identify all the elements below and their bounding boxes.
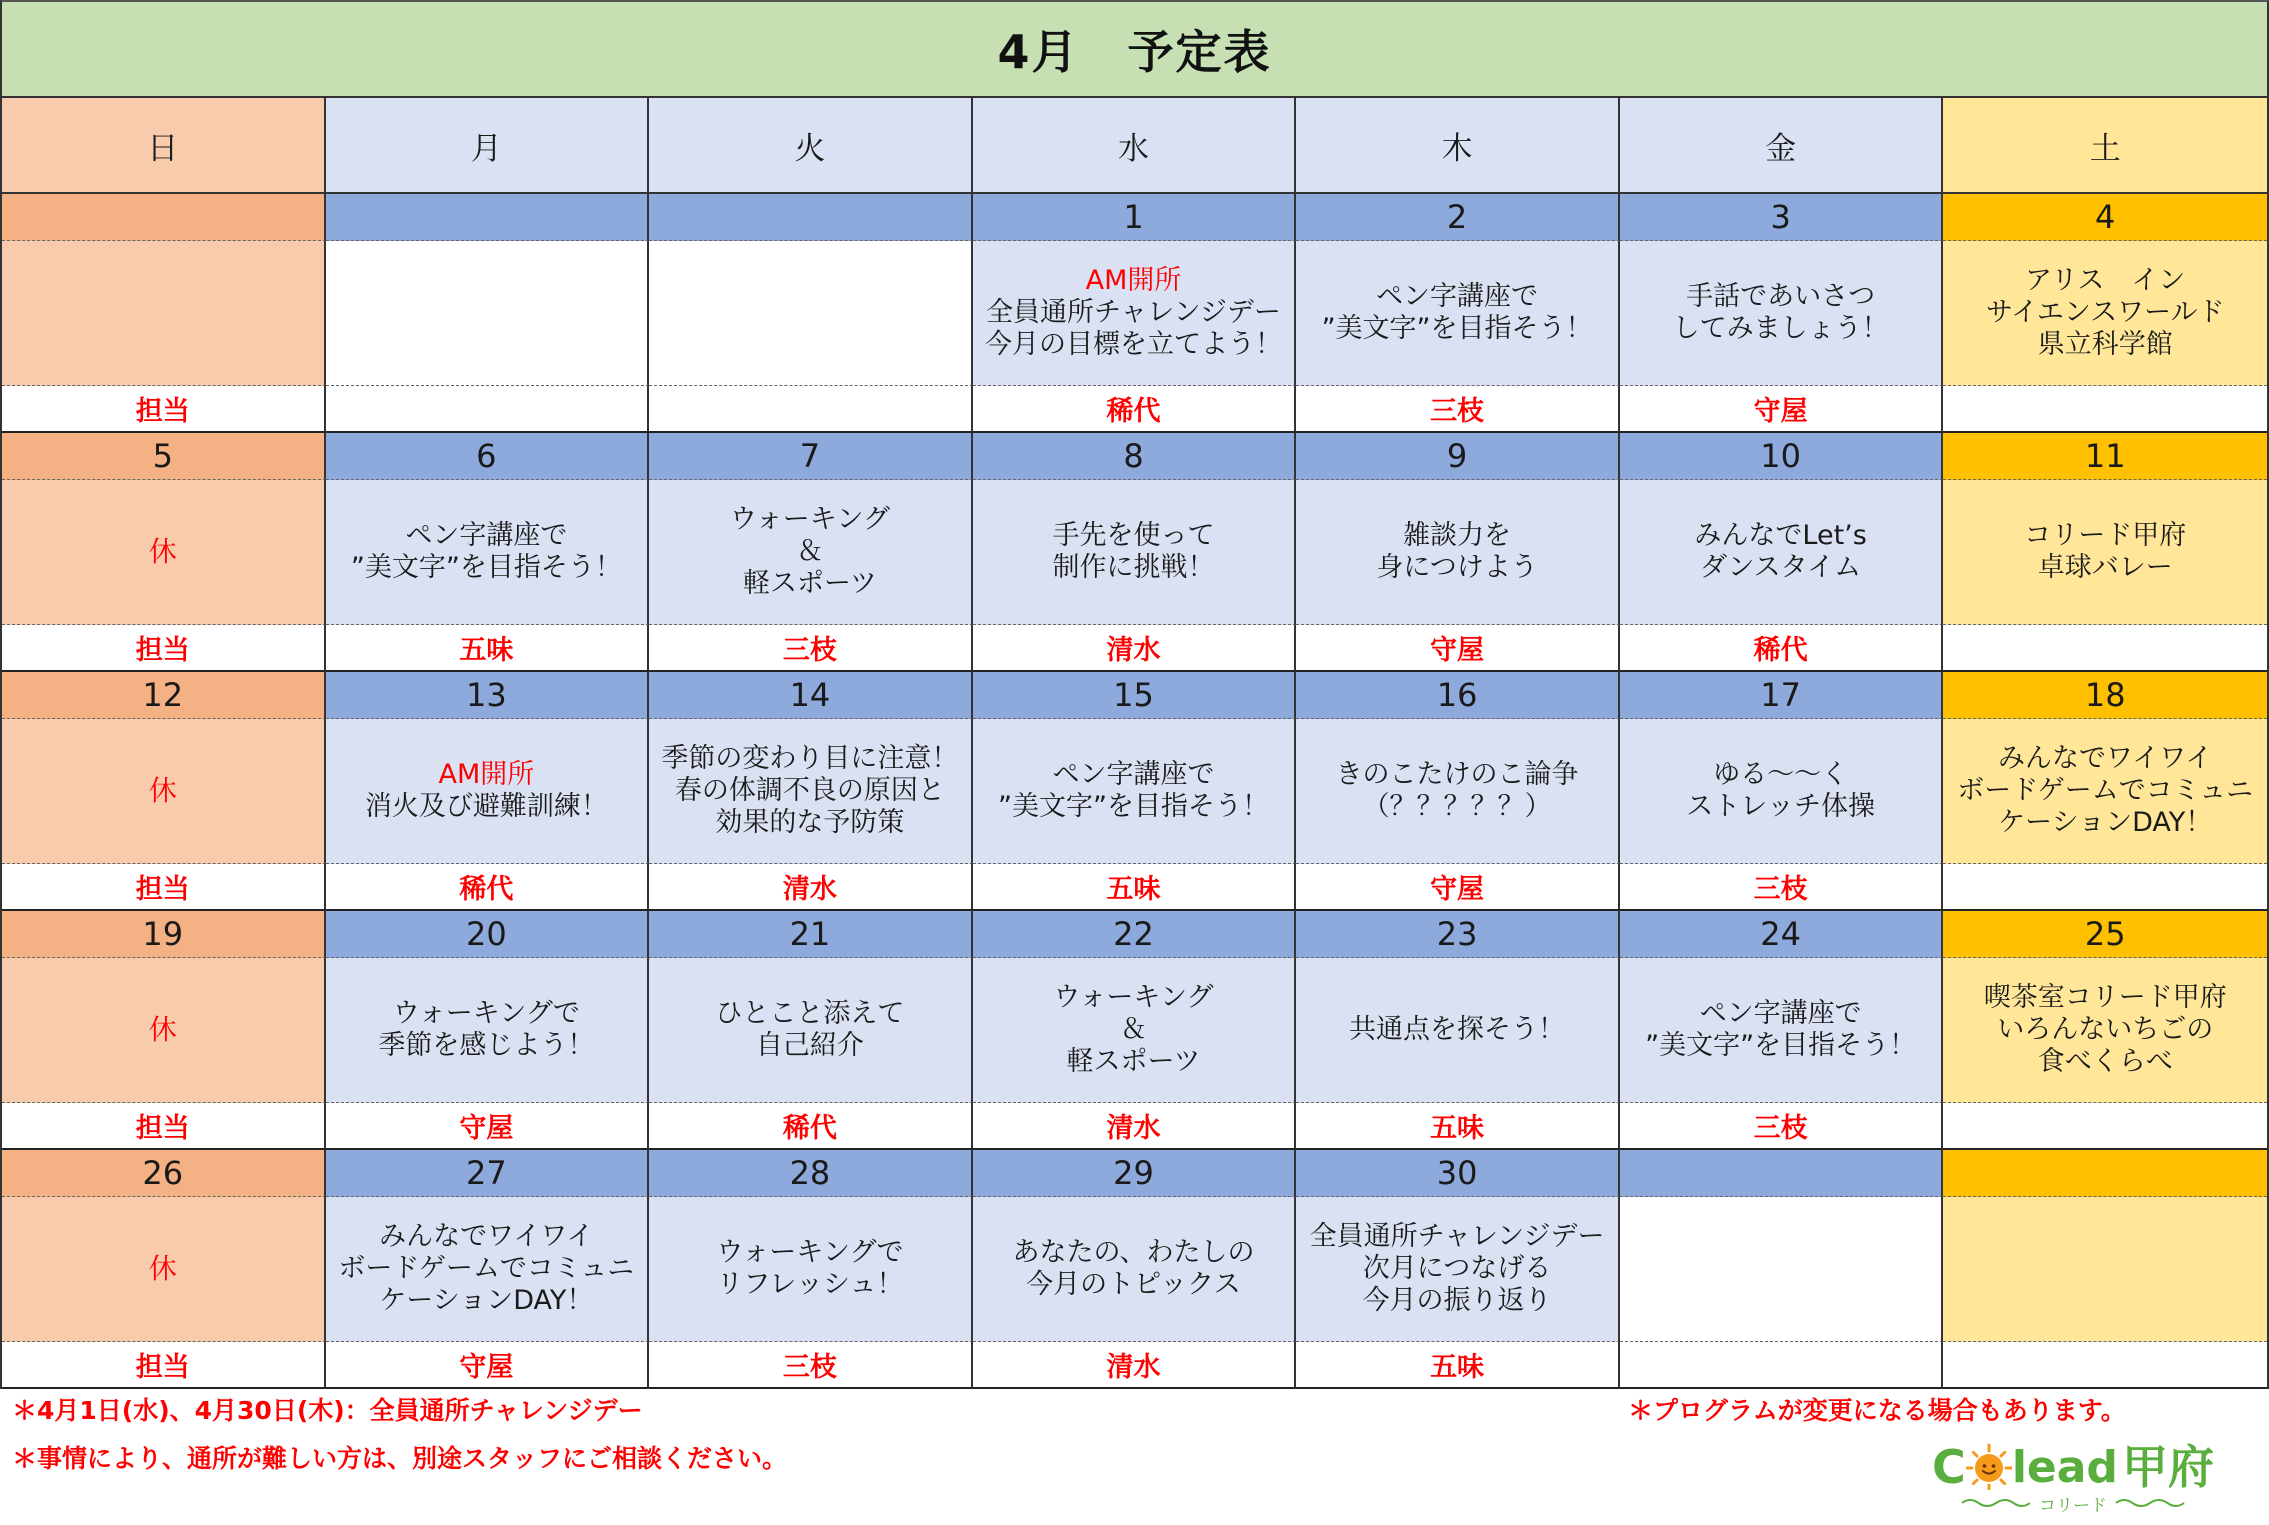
date-cell — [1296, 1150, 1620, 1197]
date-cell — [973, 194, 1297, 241]
event-text-line: （？？？？？） — [1362, 791, 1552, 822]
staff-name: 清水 — [1106, 1352, 1161, 1383]
event-text-line: 春の体調不良の原因と — [674, 775, 945, 806]
event-cell — [326, 241, 650, 386]
closed-label: 休 — [148, 535, 177, 568]
event-text-line: ウォーキング — [1053, 982, 1214, 1013]
event-text-line: ペン字講座で — [405, 520, 568, 551]
date-number: 6 — [476, 437, 497, 475]
event-text-line: ウォーキングで — [716, 1237, 904, 1268]
date-number: 17 — [1760, 676, 1801, 714]
date-row — [2, 911, 2267, 958]
week-5 — [2, 1150, 2267, 1389]
staff-cell — [1620, 1103, 1944, 1150]
event-text-line: 今月の振り返り — [1362, 1285, 1552, 1316]
event-cell — [326, 480, 650, 625]
staff-cell — [1620, 386, 1944, 433]
date-number: 14 — [789, 676, 831, 714]
staff-cell — [649, 386, 973, 433]
event-text-line: ストレッチ体操 — [1686, 791, 1875, 822]
staff-name: 清水 — [782, 874, 837, 905]
staff-cell — [1943, 864, 2267, 911]
event-text-line: 卓球バレー — [2037, 552, 2173, 583]
event-cell — [2, 958, 326, 1103]
staff-name: 守屋 — [1430, 635, 1485, 666]
date-cell — [1943, 1150, 2267, 1197]
staff-cell — [1620, 864, 1944, 911]
date-cell — [973, 1150, 1297, 1197]
staff-name: 稀代 — [459, 874, 514, 905]
staff-cell — [326, 1103, 650, 1150]
weekday-header-row — [2, 98, 2267, 194]
staff-row — [2, 1342, 2267, 1389]
note-program-change: ＊プログラムが変更になる場合もあります。 — [1628, 1396, 2126, 1425]
staff-name: 三枝 — [782, 635, 837, 666]
staff-cell — [326, 625, 650, 672]
event-cell — [973, 719, 1297, 864]
event-text-line: コリード甲府 — [2024, 520, 2187, 551]
logo-kanji: 甲府 — [2121, 1440, 2214, 1494]
event-cell — [1620, 719, 1944, 864]
staff-name: 五味 — [459, 635, 514, 666]
staff-name: 三枝 — [782, 1352, 837, 1383]
event-text-line: リフレッシュ！ — [716, 1269, 904, 1300]
staff-cell — [1296, 386, 1620, 433]
staff-cell — [649, 625, 973, 672]
date-number: 1 — [1123, 198, 1144, 236]
date-cell — [649, 1150, 973, 1197]
event-cell — [973, 958, 1297, 1103]
event-cell — [649, 480, 973, 625]
staff-name: 稀代 — [1753, 635, 1808, 666]
date-cell — [649, 911, 973, 958]
event-text-line: ”美文字”を目指そう！ — [350, 552, 622, 583]
date-number: 12 — [142, 676, 184, 714]
date-cell — [2, 194, 326, 241]
staff-name: 守屋 — [459, 1352, 514, 1383]
event-cell — [649, 1197, 973, 1342]
staff-cell — [1943, 1103, 2267, 1150]
event-text-line: ケーションDAY！ — [1998, 807, 2213, 838]
closed-label: 休 — [148, 1013, 177, 1046]
event-cell — [326, 1197, 650, 1342]
event-text-line: 全員通所チャレンジデー — [1309, 1221, 1605, 1252]
closed-label: 休 — [148, 1252, 177, 1285]
staff-cell — [1296, 625, 1620, 672]
event-row — [2, 480, 2267, 625]
date-cell — [1296, 194, 1620, 241]
event-text-line: あなたの、わたしの — [1012, 1237, 1255, 1268]
event-text-line: 手先を使って — [1052, 520, 1215, 551]
date-cell — [326, 911, 650, 958]
staff-cell — [1296, 1103, 1620, 1150]
staff-row — [2, 625, 2267, 672]
date-number: 10 — [1760, 437, 1801, 475]
date-cell — [649, 194, 973, 241]
weekday-header-thursday: 木 — [1296, 98, 1620, 194]
event-cell — [2, 1197, 326, 1342]
staff-name: 守屋 — [1430, 874, 1485, 905]
staff-cell — [1620, 1342, 1944, 1389]
date-number: 30 — [1436, 1154, 1478, 1192]
event-text-line: きのこたけのこ論争 — [1335, 759, 1579, 790]
staff-cell — [1943, 386, 2267, 433]
wave-ornament-left — [1961, 1497, 2031, 1509]
date-cell — [1943, 911, 2267, 958]
staff-name: 三枝 — [1430, 396, 1485, 427]
date-row — [2, 433, 2267, 480]
date-number: 26 — [142, 1154, 184, 1192]
staff-name: 稀代 — [782, 1113, 837, 1144]
event-cell — [973, 1197, 1297, 1342]
event-cell — [649, 719, 973, 864]
event-cell — [1296, 1197, 1620, 1342]
date-number: 24 — [1760, 915, 1801, 953]
event-text-line: 手話であいさつ — [1686, 281, 1876, 312]
date-number: 19 — [142, 915, 184, 953]
event-text-line: 食べくらべ — [2037, 1046, 2173, 1077]
staff-cell — [973, 1342, 1297, 1389]
logo-letter-c: C — [1932, 1440, 1966, 1494]
event-text-line: ”美文字”を目指そう！ — [998, 791, 1269, 822]
event-text-line: 喫茶室コリード甲府 — [1983, 982, 2227, 1013]
staff-cell — [2, 1342, 326, 1389]
event-cell — [973, 241, 1297, 386]
event-text-line: サイエンスワールド — [1985, 297, 2225, 328]
logo-letters-lead: lead — [2011, 1442, 2118, 1493]
weekday-header-monday: 月 — [326, 98, 650, 194]
event-cell — [2, 241, 326, 386]
closed-label: 休 — [148, 774, 177, 807]
date-cell — [973, 672, 1297, 719]
event-text-line: 次月につなげる — [1362, 1253, 1552, 1284]
weekday-header-saturday: 土 — [1943, 98, 2267, 194]
event-text-line: 今月の目標を立てよう！ — [984, 329, 1282, 360]
event-cell — [649, 241, 973, 386]
event-text-line: 県立科学館 — [2037, 329, 2173, 360]
staff-cell — [649, 864, 973, 911]
wave-ornament-right — [2115, 1497, 2185, 1509]
date-cell — [649, 433, 973, 480]
week-1 — [2, 194, 2267, 433]
event-cell — [973, 480, 1297, 625]
staff-header-label: 担当 — [135, 1352, 190, 1383]
weekday-header-sunday: 日 — [2, 98, 326, 194]
event-cell — [1620, 480, 1944, 625]
date-number: 3 — [1770, 198, 1791, 236]
event-text-line: みんなでLet’s — [1694, 520, 1867, 551]
staff-cell — [649, 1342, 973, 1389]
date-number: 25 — [2084, 915, 2126, 953]
date-cell — [973, 433, 1297, 480]
date-cell — [1620, 194, 1944, 241]
staff-row — [2, 1103, 2267, 1150]
event-text-line: みんなでワイワイ — [1998, 743, 2213, 774]
date-cell — [1296, 672, 1620, 719]
event-cell — [2, 719, 326, 864]
week-4 — [2, 911, 2267, 1150]
date-cell — [326, 672, 650, 719]
staff-header-label: 担当 — [135, 1113, 190, 1144]
event-text-line: 消火及び避難訓練！ — [364, 791, 608, 822]
date-cell — [326, 194, 650, 241]
note-consult-staff: ＊事情により、通所が難しい方は、別途スタッフにご相談ください。 — [12, 1444, 788, 1473]
staff-cell — [973, 864, 1297, 911]
event-cell — [1620, 1197, 1944, 1342]
event-text-line: ペン字講座で — [1376, 281, 1539, 312]
date-number: 20 — [465, 915, 507, 953]
week-2 — [2, 433, 2267, 672]
staff-name: 五味 — [1106, 874, 1161, 905]
date-cell — [326, 1150, 650, 1197]
staff-name: 守屋 — [459, 1113, 514, 1144]
staff-cell — [1943, 1342, 2267, 1389]
staff-name: 清水 — [1106, 1113, 1161, 1144]
staff-cell — [2, 386, 326, 433]
date-cell — [1296, 433, 1620, 480]
event-text-line: 軽スポーツ — [1066, 1046, 1201, 1077]
date-cell — [2, 911, 326, 958]
date-number: 18 — [2084, 676, 2126, 714]
page-title: 4月 予定表 — [2, 2, 2267, 98]
event-text-line: 季節を感じよう！ — [378, 1030, 595, 1061]
date-number: 22 — [1113, 915, 1154, 953]
date-cell — [1620, 433, 1944, 480]
event-text-line: ペン字講座で — [1699, 998, 1862, 1029]
event-text-line: 全員通所チャレンジデー — [986, 297, 1281, 328]
staff-cell — [326, 864, 650, 911]
event-text-line: 自己紹介 — [755, 1030, 864, 1061]
event-text-line: ケーションDAY！ — [379, 1285, 594, 1316]
event-cell — [1943, 958, 2267, 1103]
date-cell — [2, 433, 326, 480]
date-cell — [1943, 194, 2267, 241]
staff-cell — [1296, 864, 1620, 911]
event-text-line: アリス イン — [2025, 265, 2186, 296]
event-row — [2, 958, 2267, 1103]
staff-header-label: 担当 — [135, 635, 190, 666]
sun-icon — [1966, 1440, 2012, 1490]
event-text-line: 共通点を探そう！ — [1349, 1014, 1566, 1045]
event-text-line: 制作に挑戦！ — [1052, 552, 1215, 583]
staff-name: 五味 — [1430, 1113, 1485, 1144]
date-number: 2 — [1446, 198, 1468, 236]
event-text-line: みんなでワイワイ — [379, 1221, 594, 1252]
staff-cell — [1296, 1342, 1620, 1389]
staff-cell — [1620, 625, 1944, 672]
logo-wordmark — [1928, 1434, 2218, 1494]
event-text-line: ボードゲームでコミュニ — [338, 1253, 635, 1284]
date-cell — [2, 672, 326, 719]
event-cell — [326, 719, 650, 864]
staff-cell — [649, 1103, 973, 1150]
date-cell — [1620, 911, 1944, 958]
event-cell — [1296, 241, 1620, 386]
staff-name: 三枝 — [1753, 874, 1808, 905]
date-number: 11 — [2084, 437, 2126, 475]
date-number: 15 — [1113, 676, 1154, 714]
staff-name: 稀代 — [1106, 396, 1161, 427]
event-alert-label: AM開所 — [438, 759, 535, 790]
staff-cell — [973, 1103, 1297, 1150]
event-row — [2, 1197, 2267, 1342]
date-number: 5 — [152, 437, 173, 475]
date-number: 8 — [1123, 437, 1144, 475]
event-cell — [1620, 958, 1944, 1103]
event-text-line: ＆ — [1119, 1014, 1147, 1045]
staff-name: 守屋 — [1753, 396, 1808, 427]
note-challenge-days: ＊4月1日(水)、4月30日(木)：全員通所チャレンジデー — [12, 1396, 643, 1425]
event-row — [2, 719, 2267, 864]
date-number: 13 — [465, 676, 507, 714]
weekday-header-wednesday: 水 — [973, 98, 1297, 194]
event-text-line: ダンスタイム — [1700, 552, 1862, 583]
calendar-weeks — [2, 194, 2267, 1389]
staff-cell — [973, 625, 1297, 672]
event-cell — [649, 958, 973, 1103]
event-cell — [1943, 1197, 2267, 1342]
date-number: 28 — [789, 1154, 831, 1192]
staff-header-label: 担当 — [135, 396, 190, 427]
date-row — [2, 194, 2267, 241]
date-number: 16 — [1436, 676, 1478, 714]
event-cell — [1296, 958, 1620, 1103]
event-text-line: 軽スポーツ — [742, 568, 877, 599]
date-cell — [1296, 911, 1620, 958]
date-number: 23 — [1436, 915, 1478, 953]
staff-cell — [2, 864, 326, 911]
event-text-line: ボードゲームでコミュニ — [1957, 775, 2254, 806]
date-number: 9 — [1446, 437, 1468, 475]
staff-cell — [326, 386, 650, 433]
staff-header-label: 担当 — [135, 874, 190, 905]
date-cell — [1620, 1150, 1944, 1197]
event-text-line: ウォーキングで — [392, 998, 580, 1029]
event-text-line: ひとこと添えて — [715, 998, 905, 1029]
event-text-line: 身につけよう — [1376, 552, 1538, 583]
date-cell — [1620, 672, 1944, 719]
date-number: 27 — [465, 1154, 507, 1192]
date-cell — [326, 433, 650, 480]
colead-kofu-logo — [1928, 1434, 2218, 1518]
event-cell — [1943, 241, 2267, 386]
event-cell — [1943, 719, 2267, 864]
date-number: 21 — [789, 915, 831, 953]
event-text-line: ＆ — [796, 536, 824, 567]
event-text-line: ”美文字”を目指そう！ — [1645, 1030, 1917, 1061]
staff-name: 清水 — [1106, 635, 1161, 666]
event-text-line: 雑談力を — [1403, 520, 1512, 551]
event-cell — [1296, 480, 1620, 625]
staff-cell — [973, 386, 1297, 433]
event-text-line: ペン字講座で — [1052, 759, 1215, 790]
staff-name: 五味 — [1430, 1352, 1485, 1383]
staff-name: 三枝 — [1753, 1113, 1808, 1144]
date-cell — [973, 911, 1297, 958]
staff-cell — [1943, 625, 2267, 672]
date-number: 29 — [1113, 1154, 1154, 1192]
event-text-line: ”美文字”を目指そう！ — [1321, 313, 1593, 344]
logo-subtitle-text: コリード — [2039, 1495, 2107, 1516]
date-cell — [2, 1150, 326, 1197]
date-number: 4 — [2095, 198, 2116, 236]
staff-cell — [2, 625, 326, 672]
weekday-header-tuesday: 火 — [649, 98, 973, 194]
event-text-line: 季節の変わり目に注意！ — [661, 743, 959, 774]
event-text-line: ウォーキング — [729, 504, 890, 535]
event-text-line: してみましょう！ — [1672, 313, 1889, 344]
event-cell — [1296, 719, 1620, 864]
date-cell — [1943, 433, 2267, 480]
event-alert-label: AM開所 — [1085, 265, 1182, 296]
event-text-line: 今月のトピックス — [1026, 1269, 1241, 1300]
date-number: 7 — [799, 437, 821, 475]
staff-row — [2, 386, 2267, 433]
event-cell — [326, 958, 650, 1103]
event-text-line: ゆる～～く — [1713, 759, 1849, 790]
event-cell — [2, 480, 326, 625]
staff-cell — [326, 1342, 650, 1389]
week-3 — [2, 672, 2267, 911]
event-cell — [1943, 480, 2267, 625]
date-row — [2, 672, 2267, 719]
staff-row — [2, 864, 2267, 911]
staff-cell — [2, 1103, 326, 1150]
weekday-header-friday: 金 — [1620, 98, 1944, 194]
event-cell — [1620, 241, 1944, 386]
event-text-line: 効果的な予防策 — [715, 807, 905, 838]
date-cell — [649, 672, 973, 719]
event-row — [2, 241, 2267, 386]
date-cell — [1943, 672, 2267, 719]
date-row — [2, 1150, 2267, 1197]
event-text-line: いろんないちごの — [1997, 1014, 2214, 1045]
